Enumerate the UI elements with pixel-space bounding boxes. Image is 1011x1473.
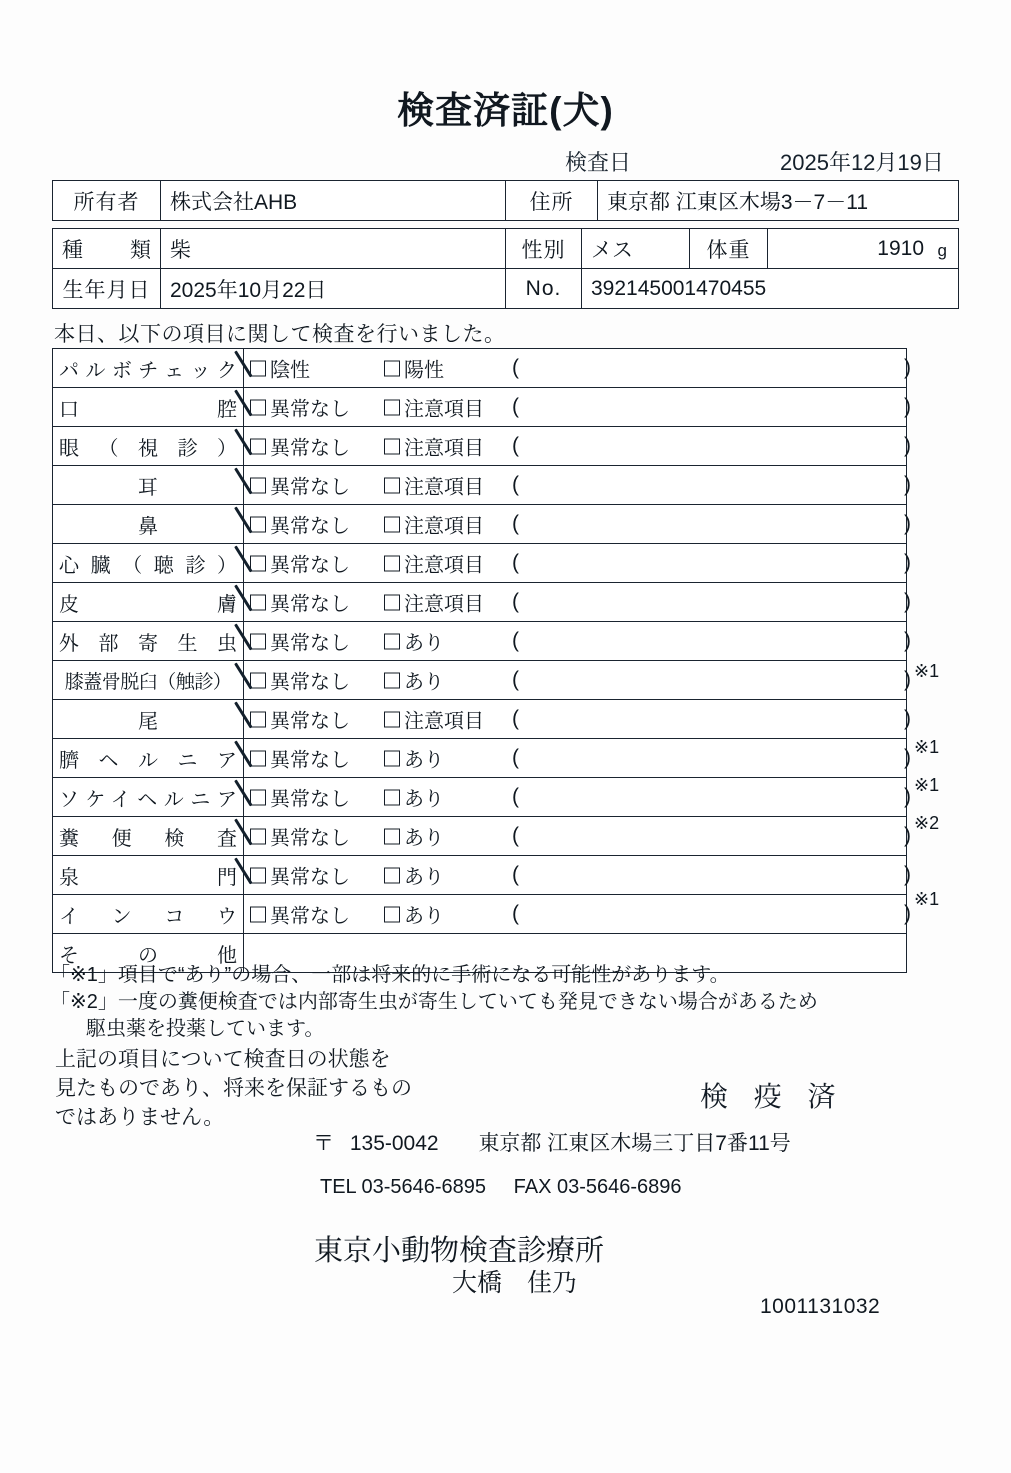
remarks-paren-close: ) — [904, 395, 911, 418]
exam-note-marker — [910, 462, 990, 500]
exam-option-label: あり — [404, 671, 444, 694]
exam-option-label: 注意項目 — [404, 398, 484, 421]
exam-item-options — [244, 661, 911, 700]
exam-option-label: あり — [404, 827, 444, 850]
exam-option-a[interactable] — [250, 627, 350, 656]
exam-row — [53, 661, 907, 700]
clinic-address: 東京都 江東区木場三丁目7番11号 — [478, 1132, 791, 1155]
disclaimer-line-1: 上記の項目について検査日の状態を — [55, 1048, 391, 1071]
exam-row — [53, 700, 907, 739]
exam-option-label: 異常なし — [270, 593, 350, 616]
exam-item-label: 膝蓋骨脱臼（触診） — [53, 661, 244, 700]
checkbox-icon[interactable] — [384, 438, 400, 454]
disclaimer-line-3: ではありません。 — [55, 1105, 225, 1129]
checkbox-icon[interactable] — [384, 555, 400, 571]
checkbox-icon[interactable] — [384, 360, 400, 376]
exam-option-label: 異常なし — [270, 437, 350, 460]
exam-row — [53, 895, 907, 934]
exam-item-options — [244, 466, 911, 505]
remarks-paren-close: ) — [904, 356, 911, 379]
exam-option-a[interactable] — [250, 900, 350, 929]
remarks-paren-close: ) — [904, 668, 911, 691]
exam-option-label: 異常なし — [270, 476, 350, 499]
checkbox-icon[interactable] — [384, 711, 400, 727]
checked-checkbox-icon[interactable] — [250, 555, 266, 571]
exam-option-a[interactable] — [250, 705, 350, 734]
exam-row — [53, 622, 907, 661]
remarks-paren-close: ) — [904, 746, 911, 769]
checkbox-icon[interactable] — [384, 672, 400, 688]
exam-note-marker: ※1 — [914, 737, 940, 757]
exam-option-label: 陽性 — [404, 359, 444, 382]
remarks-paren-open: ( — [512, 473, 519, 496]
clinic-contact-line — [320, 1176, 682, 1199]
checkbox-icon[interactable] — [384, 594, 400, 610]
exam-option-b[interactable] — [384, 354, 444, 383]
weight-value: 1910 — [877, 236, 924, 260]
remarks-paren-open: ( — [512, 902, 519, 925]
exam-item-label: 心臓（聴診） — [53, 544, 244, 583]
exam-note-marker — [910, 842, 990, 880]
page-title: 検査済証(犬) — [397, 90, 614, 131]
exam-note-marker — [910, 918, 990, 956]
quarantine-stamp: 検 疫 済 — [700, 1081, 845, 1112]
exam-note-marker: ※1 — [914, 661, 940, 681]
exam-item-options — [244, 505, 911, 544]
exam-option-label: あり — [404, 788, 444, 811]
exam-item-options — [244, 544, 911, 583]
remarks-paren-open: ( — [512, 668, 519, 691]
exam-item-label: 泉門 — [53, 856, 244, 895]
exam-option-a[interactable] — [250, 510, 350, 539]
exam-note-marker — [910, 614, 990, 652]
exam-option-a[interactable] — [250, 549, 350, 578]
number-label: No. — [506, 269, 582, 309]
remarks-paren-close: ) — [904, 785, 911, 808]
exam-item-label: 口腔 — [53, 388, 244, 427]
exam-option-a[interactable] — [250, 861, 350, 890]
exam-item-label: 臍ヘルニア — [53, 739, 244, 778]
checkbox-icon[interactable] — [384, 789, 400, 805]
exam-option-a[interactable] — [250, 666, 350, 695]
exam-option-a[interactable] — [250, 744, 350, 773]
exam-option-label: 注意項目 — [404, 515, 484, 538]
exam-item-options — [244, 817, 911, 856]
exam-item-label: 眼（視診） — [53, 427, 244, 466]
exam-note-marker — [910, 500, 990, 538]
checkbox-icon[interactable] — [384, 399, 400, 415]
exam-item-options — [244, 895, 911, 934]
exam-row — [53, 427, 907, 466]
disclaimer-line-2: 見たものであり、将来を保証するもの — [55, 1076, 412, 1100]
remarks-paren-close: ) — [904, 434, 911, 457]
address-label: 住所 — [506, 181, 598, 221]
remarks-paren-open: ( — [512, 590, 519, 613]
exam-option-label: 注意項目 — [404, 476, 484, 499]
exam-option-label: 異常なし — [270, 710, 350, 733]
exam-option-a[interactable] — [250, 822, 350, 851]
exam-item-label: その他 — [53, 934, 244, 973]
exam-item-options — [244, 349, 911, 388]
checkbox-icon[interactable] — [250, 906, 266, 922]
exam-option-label: 異常なし — [270, 398, 350, 421]
remarks-paren-open: ( — [512, 551, 519, 574]
checked-checkbox-icon[interactable] — [250, 828, 266, 844]
exam-item-label: 糞便検査 — [53, 817, 244, 856]
exam-option-b[interactable] — [384, 744, 444, 773]
exam-note-marker — [910, 424, 990, 462]
birth-label: 生年月日 — [53, 269, 161, 309]
exam-option-label: 異常なし — [270, 905, 350, 928]
exam-date-value: 2025年12月19日 — [780, 150, 944, 175]
address-value: 東京都 江東区木場3－7－11 — [598, 181, 959, 221]
animal-info-table — [52, 228, 959, 309]
remarks-paren-close: ) — [904, 824, 911, 847]
remarks-paren-open: ( — [512, 356, 519, 379]
exam-item-label: 外部寄生虫 — [53, 622, 244, 661]
exam-row — [53, 505, 907, 544]
checked-checkbox-icon[interactable] — [250, 438, 266, 454]
exam-row — [53, 778, 907, 817]
owner-table — [52, 180, 959, 221]
checkbox-icon[interactable] — [384, 906, 400, 922]
exam-item-options — [244, 739, 911, 778]
remarks-paren-open: ( — [512, 629, 519, 652]
checked-checkbox-icon[interactable] — [250, 711, 266, 727]
disclaimer — [55, 1046, 475, 1133]
weight-unit: g — [937, 241, 947, 260]
exam-option-b[interactable] — [384, 432, 484, 461]
exam-item-options — [244, 700, 911, 739]
exam-option-label: あり — [404, 749, 444, 772]
exam-note-marker — [910, 386, 990, 424]
checkbox-icon[interactable] — [384, 516, 400, 532]
exam-item-label: 皮膚 — [53, 583, 244, 622]
checked-checkbox-icon[interactable] — [250, 672, 266, 688]
exam-item-label: 鼻 — [53, 505, 244, 544]
exam-row — [53, 388, 907, 427]
checkbox-icon[interactable] — [384, 828, 400, 844]
checked-checkbox-icon[interactable] — [250, 633, 266, 649]
exam-note-marker: ※2 — [914, 813, 940, 833]
clinic-tel: TEL 03-5646-6895 — [320, 1176, 487, 1198]
breed-sex-weight-row — [53, 229, 959, 269]
exam-option-label: 異常なし — [270, 866, 350, 889]
exam-option-a[interactable] — [250, 354, 310, 383]
remarks-paren-open: ( — [512, 863, 519, 886]
exam-item-options — [244, 427, 911, 466]
exam-option-a[interactable] — [250, 783, 350, 812]
remarks-paren-open: ( — [512, 512, 519, 535]
exam-option-b[interactable] — [384, 705, 484, 734]
exam-option-label: あり — [404, 632, 444, 655]
intro-text: 本日、以下の項目に関して検査を行いました。 — [54, 323, 506, 346]
note-marker-column — [910, 348, 990, 956]
exam-option-b[interactable] — [384, 588, 484, 617]
checkbox-icon[interactable] — [384, 750, 400, 766]
clinic-postal-line — [313, 1127, 791, 1157]
checked-checkbox-icon[interactable] — [250, 477, 266, 493]
exam-option-b[interactable] — [384, 627, 444, 656]
exam-item-options — [244, 622, 911, 661]
exam-note-marker — [910, 576, 990, 614]
exam-option-b[interactable] — [384, 861, 444, 890]
postal-mark-icon: 〒 — [313, 1132, 334, 1155]
exam-option-label: 注意項目 — [404, 710, 484, 733]
owner-value: 株式会社AHB — [161, 181, 506, 221]
sex-value: メス — [582, 229, 690, 269]
exam-option-b[interactable] — [384, 783, 444, 812]
breed-label: 種類 — [53, 229, 161, 269]
remarks-paren-close: ) — [904, 707, 911, 730]
remarks-paren-open: ( — [512, 824, 519, 847]
clinic-name: 東京小動物検査診療所 — [314, 1235, 605, 1267]
exam-option-label: 異常なし — [270, 671, 350, 694]
exam-note-marker: ※1 — [914, 775, 940, 795]
exam-option-label: あり — [404, 866, 444, 889]
footnote-2-line2: 駆虫薬を投薬しています。 — [86, 1017, 325, 1040]
exam-item-options — [244, 856, 911, 895]
exam-option-a[interactable] — [250, 393, 350, 422]
number-value: 392145001470455 — [582, 269, 959, 309]
checked-checkbox-icon[interactable] — [250, 750, 266, 766]
exam-option-a[interactable] — [250, 432, 350, 461]
exam-option-b[interactable] — [384, 510, 484, 539]
sex-label: 性別 — [506, 229, 582, 269]
birth-value: 2025年10月22日 — [161, 269, 506, 309]
remarks-paren-close: ) — [904, 590, 911, 613]
checked-checkbox-icon[interactable] — [250, 789, 266, 805]
exam-row — [53, 856, 907, 895]
exam-row — [53, 739, 907, 778]
checked-checkbox-icon[interactable] — [250, 594, 266, 610]
checkbox-icon[interactable] — [384, 477, 400, 493]
owner-row — [53, 181, 959, 221]
remarks-paren-close: ) — [904, 902, 911, 925]
exam-option-b[interactable] — [384, 549, 484, 578]
exam-item-label: ソケイヘルニア — [53, 778, 244, 817]
footnotes — [50, 962, 970, 1042]
exam-note-marker — [910, 348, 990, 386]
breed-value: 柴 — [161, 229, 506, 269]
remarks-paren-open: ( — [512, 707, 519, 730]
exam-note-marker: ※1 — [914, 889, 940, 909]
exam-option-b[interactable] — [384, 822, 444, 851]
remarks-paren-close: ) — [904, 512, 911, 535]
exam-option-b[interactable] — [384, 393, 484, 422]
exam-item-label: インコウ — [53, 895, 244, 934]
weight-value-cell — [768, 229, 959, 269]
exam-option-label: 異常なし — [270, 632, 350, 655]
owner-label: 所有者 — [53, 181, 161, 221]
doctor-name: 大橋 佳乃 — [452, 1269, 578, 1297]
clinic-postal-code: 135-0042 — [349, 1132, 439, 1155]
exam-option-label: 注意項目 — [404, 593, 484, 616]
exam-option-label: 異常なし — [270, 827, 350, 850]
exam-option-label: 異常なし — [270, 554, 350, 577]
clinic-fax: FAX 03-5646-6896 — [513, 1176, 682, 1198]
remarks-paren-open: ( — [512, 785, 519, 808]
remarks-paren-open: ( — [512, 395, 519, 418]
exam-option-a[interactable] — [250, 471, 350, 500]
exam-option-b[interactable] — [384, 666, 444, 695]
exam-date-label: 検査日 — [565, 150, 632, 175]
checkbox-icon[interactable] — [384, 867, 400, 883]
exam-items-table — [52, 348, 911, 973]
footnote-1: 「※1」項目で“あり”の場合、一部は将来的に手術になる可能性があります。 — [50, 964, 730, 986]
remarks-paren-close: ) — [904, 629, 911, 652]
weight-label: 体重 — [690, 229, 768, 269]
exam-option-label: あり — [404, 905, 444, 928]
footnote-2-line1: 「※2」一度の糞便検査では内部寄生虫が寄生していても発見できない場合があるため — [50, 990, 818, 1013]
exam-item-options — [244, 388, 911, 427]
exam-date-row — [0, 146, 1011, 176]
birth-number-row — [53, 269, 959, 309]
remarks-paren-close: ) — [904, 863, 911, 886]
remarks-paren-open: ( — [512, 434, 519, 457]
remarks-paren-open: ( — [512, 746, 519, 769]
remarks-paren-close: ) — [904, 551, 911, 574]
exam-item-options — [244, 583, 911, 622]
checked-checkbox-icon[interactable] — [250, 399, 266, 415]
exam-option-label: 注意項目 — [404, 554, 484, 577]
exam-option-label: 異常なし — [270, 749, 350, 772]
exam-item-label: 尾 — [53, 700, 244, 739]
checked-checkbox-icon[interactable] — [250, 867, 266, 883]
checked-checkbox-icon[interactable] — [250, 516, 266, 532]
exam-option-label: 注意項目 — [404, 437, 484, 460]
exam-row — [53, 544, 907, 583]
exam-row — [53, 583, 907, 622]
remarks-paren-close: ) — [904, 473, 911, 496]
exam-option-b[interactable] — [384, 900, 444, 929]
exam-item-label: 耳 — [53, 466, 244, 505]
exam-row — [53, 817, 907, 856]
exam-option-b[interactable] — [384, 471, 484, 500]
serial-number: 1001131032 — [760, 1295, 881, 1318]
exam-row — [53, 466, 907, 505]
exam-note-marker — [910, 538, 990, 576]
exam-option-label: 陰性 — [270, 359, 310, 382]
exam-note-marker — [910, 690, 990, 728]
exam-option-a[interactable] — [250, 588, 350, 617]
checkbox-icon[interactable] — [384, 633, 400, 649]
checked-checkbox-icon[interactable] — [250, 360, 266, 376]
exam-item-options — [244, 778, 911, 817]
exam-option-label: 異常なし — [270, 788, 350, 811]
exam-option-label: 異常なし — [270, 515, 350, 538]
exam-row — [53, 349, 907, 388]
exam-item-label: パルボチェック — [53, 349, 244, 388]
